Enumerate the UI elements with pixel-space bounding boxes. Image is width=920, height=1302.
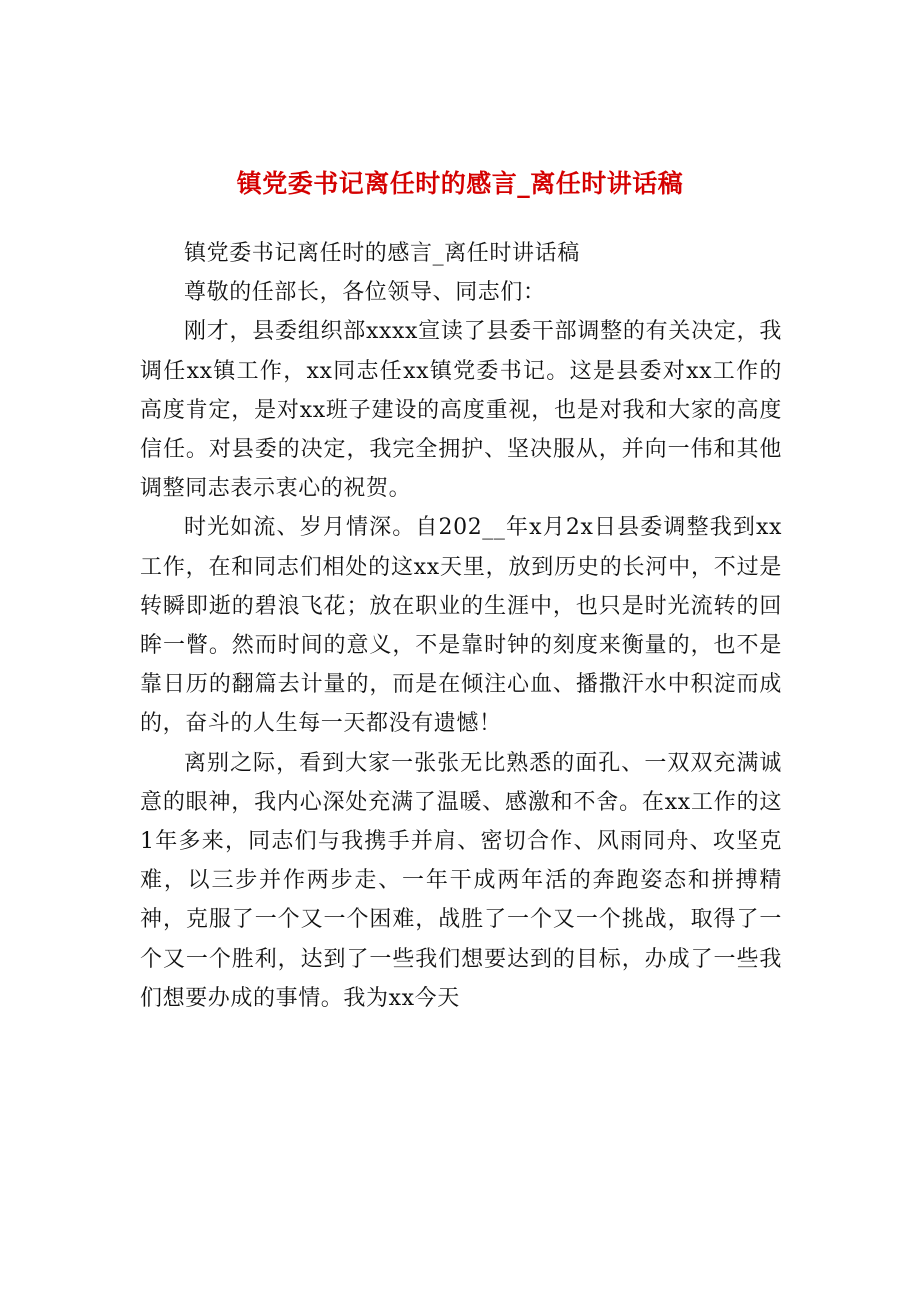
paragraph-time: 时光如流、岁月情深。自202__年x月2x日县委调整我到xx工作，在和同志们相处的这xx天里，放到历史的长河中，不过是转瞬即逝的碧浪飞花；放在职业的生涯中，也只是时光流转的回眸一瞥。然而时间的意义，不是靠时钟的刻度来衡量的，也不是靠日历的翻篇去计量的，而是在倾注心血、播撒汗水中积淀而成的，奋斗的人生每一天都没有遗憾！ <box>140 515 782 737</box>
document-title: 镇党委书记离任时的感言_离任时讲话稿 <box>236 169 684 198</box>
paragraph-decision: 刚才，县委组织部xxxx宣读了县委干部调整的有关决定，我调任xx镇工作，xx同志任xx镇党委书记。这是县委对xx工作的高度肯定，是对xx班子建设的高度重视，也是对我和大家的高度信任。对县委的决定，我完全拥护、坚决服从，并向一伟和其他调整同志表示衷心的祝贺。 <box>140 319 782 502</box>
document-body <box>140 234 782 1018</box>
paragraph-subtitle: 镇党委书记离任时的感言_离任时讲话稿 <box>184 241 580 266</box>
paragraph-salutation: 尊敬的任部长，各位领导、同志们： <box>184 280 546 306</box>
paragraph-farewell: 离别之际，看到大家一张张无比熟悉的面孔、一双双充满诚意的眼神，我内心深处充满了温暖、感激和不舍。在xx工作的这1年多来，同志们与我携手并肩、密切合作、风雨同舟、攻坚克难，以三步并作两步走、一年干成两年活的奔跑姿态和拼搏精神，克服了一个又一个困难，战胜了一个又一个挑战，取得了一个又一个胜利，达到了一些我们想要达到的目标，办成了一些我们想要办成的事情。我为xx今天 <box>140 750 782 1011</box>
